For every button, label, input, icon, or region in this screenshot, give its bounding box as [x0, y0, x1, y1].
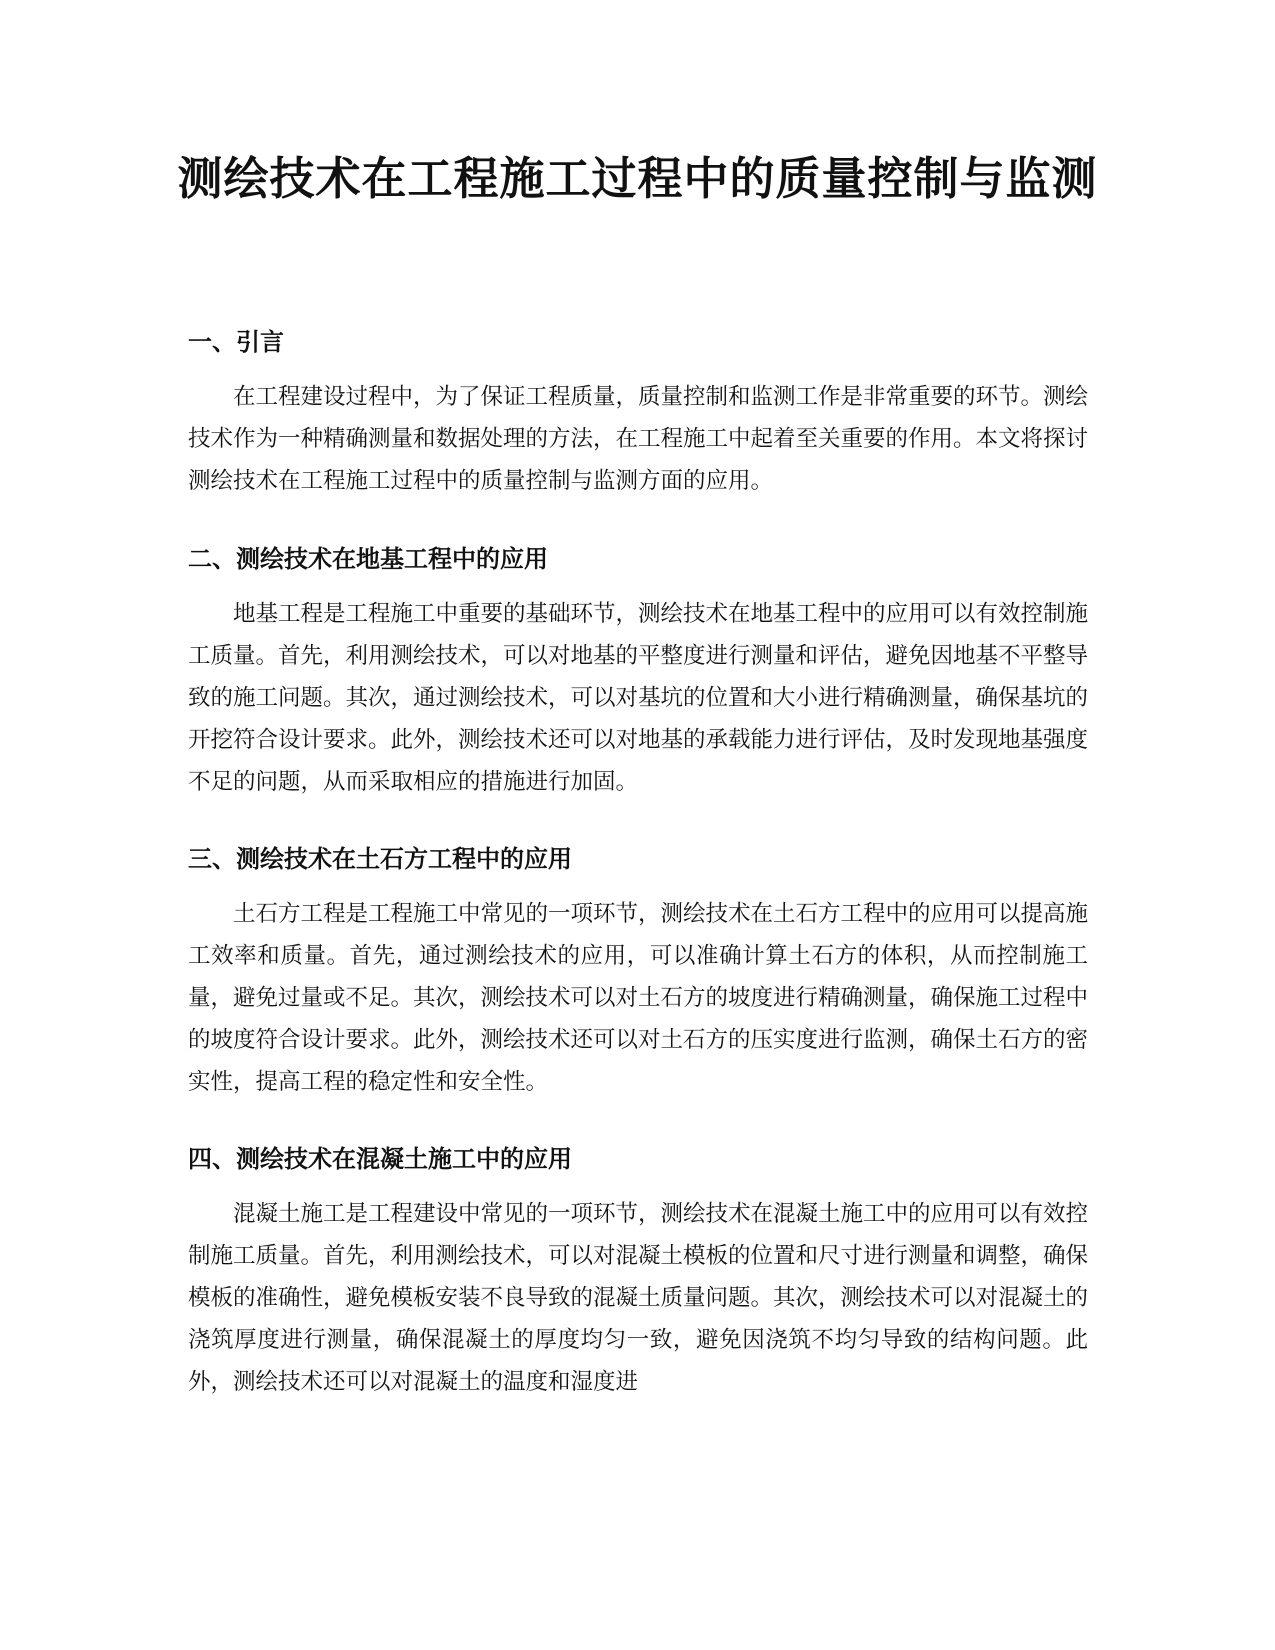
section-heading: 一、引言 — [188, 328, 284, 356]
section-heading: 四、测绘技术在混凝土施工中的应用 — [188, 1145, 572, 1173]
section-paragraph: 在工程建设过程中，为了保证工程质量，质量控制和监测工作是非常重要的环节。测绘技术作为一种精确测量和数据处理的方法，在工程施工中起着至关重要的作用。本文将探讨测绘技术在工程施工过程中的质量控制与监测方面的应用。 — [188, 384, 1089, 494]
section-earthwork-engineering — [188, 842, 1088, 1103]
section-foundation-engineering — [188, 542, 1088, 803]
section-heading: 三、测绘技术在土石方工程中的应用 — [188, 845, 572, 873]
section-heading: 二、测绘技术在地基工程中的应用 — [188, 545, 548, 573]
document-title: 测绘技术在工程施工过程中的质量控制与监测 — [177, 152, 1098, 205]
section-introduction — [188, 325, 1088, 502]
section-paragraph: 地基工程是工程施工中重要的基础环节，测绘技术在地基工程中的应用可以有效控制施工质量。首先，利用测绘技术，可以对地基的平整度进行测量和评估，避免因地基不平整导致的施工问题。其次，通过测绘技术，可以对基坑的位置和大小进行精确测量，确保基坑的开挖符合设计要求。此外，测绘技术还可以对地基的承载能力进行评估，及时发现地基强度不足的问题，从而采取相应的措施进行加固。 — [188, 601, 1089, 795]
section-paragraph: 混凝土施工是工程建设中常见的一项环节，测绘技术在混凝土施工中的应用可以有效控制施工质量。首先，利用测绘技术，可以对混凝土模板的位置和尺寸进行测量和调整，确保模板的准确性，避免模板安装不良导致的混凝土质量问题。其次，测绘技术可以对混凝土的浇筑厚度进行测量，确保混凝土的厚度均匀一致，避免因浇筑不均匀导致的结构问题。此外，测绘技术还可以对混凝土的温度和湿度进 — [188, 1201, 1089, 1395]
section-concrete-construction — [188, 1142, 1088, 1403]
section-paragraph: 土石方工程是工程施工中常见的一项环节，测绘技术在土石方工程中的应用可以提高施工效率和质量。首先，通过测绘技术的应用，可以准确计算土石方的体积，从而控制施工量，避免过量或不足。其次，测绘技术可以对土石方的坡度进行精确测量，确保施工过程中的坡度符合设计要求。此外，测绘技术还可以对土石方的压实度进行监测，确保土石方的密实性，提高工程的稳定性和安全性。 — [188, 901, 1089, 1095]
